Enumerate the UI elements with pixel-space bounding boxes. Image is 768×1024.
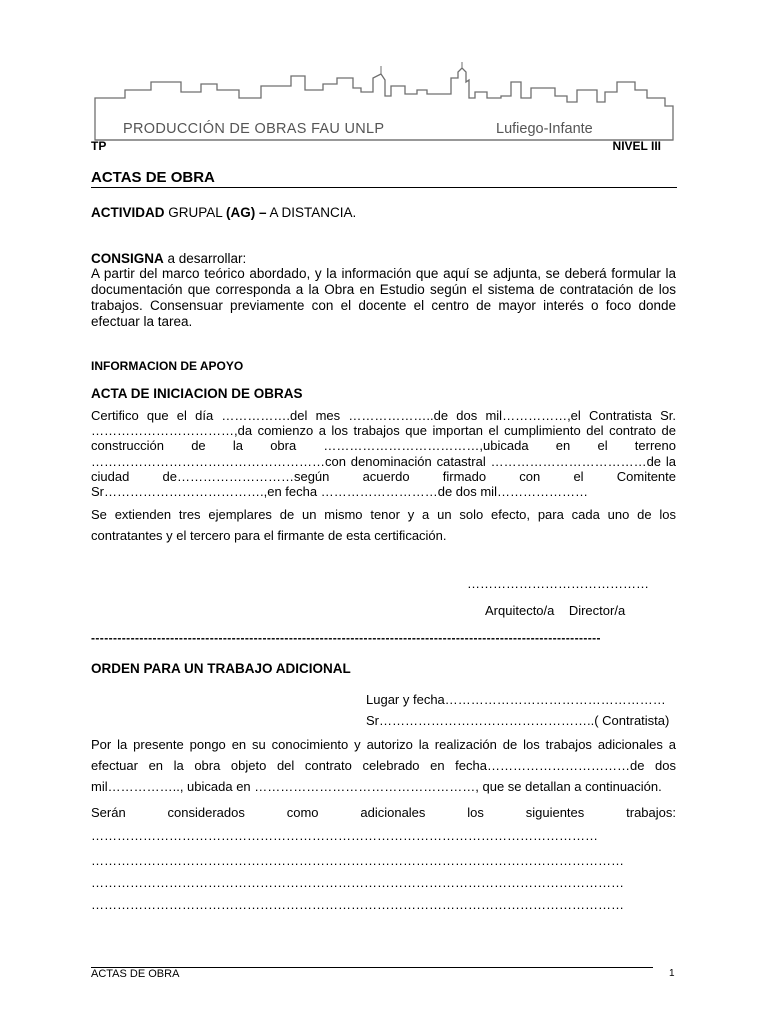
banner-title: PRODUCCIÓN DE OBRAS FAU UNLP	[123, 121, 385, 137]
consigna-heading	[91, 251, 676, 266]
consigna-body: A partir del marco teórico abordado, y la información que aquí se adjunta, se deberá formular la documentación que corresponda a la Obra en Estudio según el sistema de contratación de los trabajos. Consensuar previamente con el docente el centro de mayor interés o foco donde efectuar la tarea.	[91, 266, 676, 329]
works-dots-1: ………………………………………………………………………………………………………	[91, 828, 598, 843]
support-heading: INFORMACION DE APOYO	[91, 359, 244, 373]
activity-type: GRUPAL	[164, 205, 227, 220]
activity-label: ACTIVIDAD	[91, 205, 165, 220]
header-level: NIVEL III	[612, 139, 661, 153]
activity-mode: A DISTANCIA.	[266, 205, 357, 220]
works-dots-4: ……………………………………………………………………………………………………………	[91, 897, 624, 912]
document-title: ACTAS DE OBRA	[91, 169, 215, 186]
consigna-label: CONSIGNA	[91, 251, 164, 266]
works-intro: Serán considerados como adicionales los siguientes trabajos:	[91, 805, 676, 820]
orden-body: Por la presente pongo en su conocimiento y autorizo la realización de los trabajos adicionales a efectuar en la obra objeto del contrato celebrado en fecha……………………………de dos mil…………….., ubicada en ……………………………………………, que se detallan a continuación.	[91, 737, 676, 794]
header-tp: TP	[91, 139, 107, 153]
page-number: 1	[669, 968, 675, 979]
consigna-rest: a desarrollar:	[163, 251, 247, 266]
place-date-line: Lugar y fecha……………………………………………	[366, 692, 666, 707]
banner-authors: Lufiego-Infante	[496, 121, 593, 137]
works-dots-3: ……………………………………………………………………………………………………………	[91, 875, 624, 890]
title-underline	[91, 187, 677, 188]
section-separator: --------------------------------------------------------------------------------------------------------------------	[91, 631, 601, 645]
signature-label: Arquitecto/a Director/a	[485, 603, 626, 618]
works-dots-2: ……………………………………………………………………………………………………………	[91, 853, 624, 868]
acta-copies: Se extienden tres ejemplares de un mismo tenor y a un solo efecto, para cada uno de los contratantes y el tercero para el firmante de esta certificación.	[91, 507, 676, 543]
acta-body: Certifico que el día …………….del mes ………………..de dos mil……………,el Contratista Sr. ……………………………,da comienzo a los trabajos que importan el cumplimiento del contrato de construcción de la obra ………………………………,ubicada en el terreno ………………………………………………con denominación catastral ………………………………de la ciudad de………………………según acuerdo firmado con el Comitente Sr……………………………….,en fecha ………………………de dos mil…………………	[91, 408, 676, 500]
contractor-line: Sr…………………………………………..( Contratista)	[366, 713, 670, 728]
header-row	[91, 139, 661, 153]
header-banner	[91, 62, 677, 142]
orden-heading: ORDEN PARA UN TRABAJO ADICIONAL	[91, 661, 351, 676]
signature-line: ……………………………………	[467, 576, 649, 591]
activity-code: (AG) –	[226, 205, 267, 220]
footer-label: ACTAS DE OBRA	[91, 968, 180, 980]
activity-line	[91, 205, 676, 220]
acta-heading: ACTA DE INICIACION DE OBRAS	[91, 386, 303, 401]
